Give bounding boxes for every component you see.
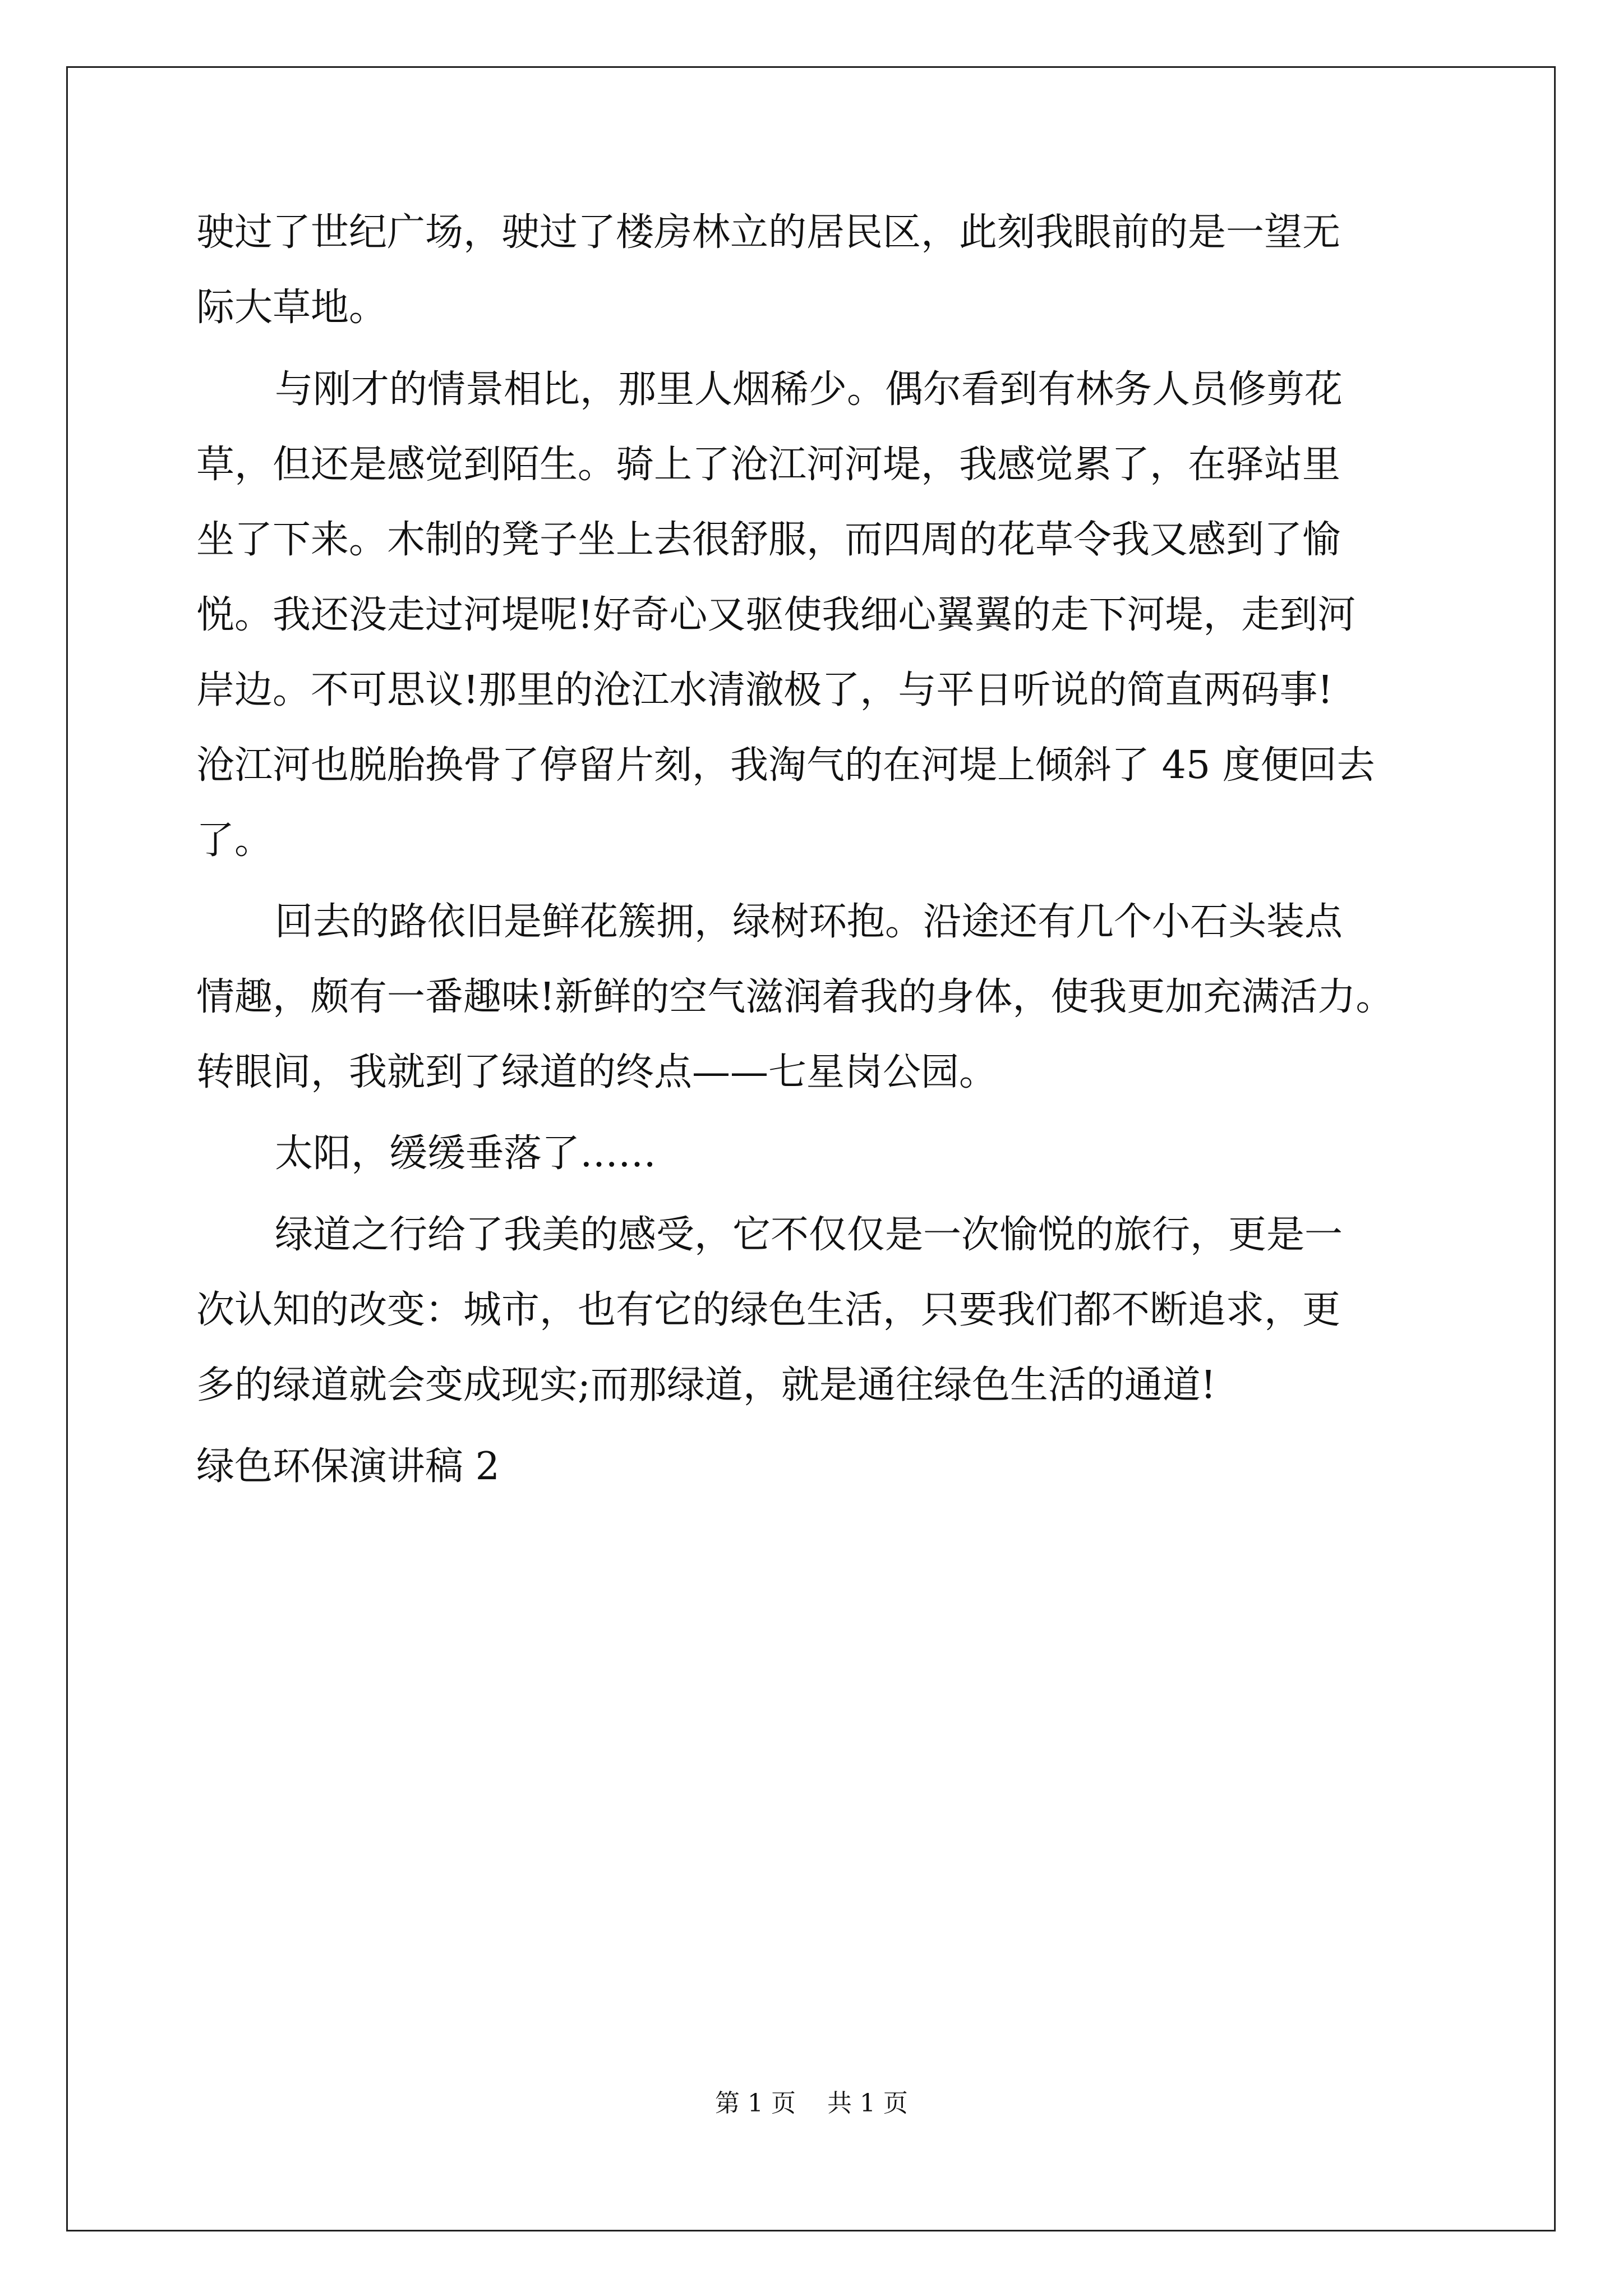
text-line: 了。 [196,818,273,863]
text-line: 岸边。不可思议!那里的沧江水清澈极了，与平日听说的简直两码事! [196,668,1333,712]
text-line: 次认知的改变：城市，也有它的绿色生活，只要我们都不断追求，更 [196,1288,1341,1332]
section-heading: 绿色环保演讲稿 2 [196,1444,500,1489]
text-line: 坐了下来。木制的凳子坐上去很舒服，而四周的花草令我又感到了愉 [196,518,1341,562]
page-footer: 第 1 页 共 1 页 [715,2089,908,2118]
text-line: 回去的路依旧是鲜花簇拥，绿树环抱。沿途还有几个小石头装点 [275,900,1343,944]
text-line: 际大草地。 [196,286,388,330]
text-line: 太阳，缓缓垂落了…… [275,1131,657,1176]
text-line: 草，但还是感觉到陌生。骑上了沧江河河堤，我感觉累了，在驿站里 [196,443,1341,487]
text-line: 情趣，颇有一番趣味!新鲜的空气滋润着我的身体，使我更加充满活力。 [196,975,1394,1019]
text-line: 悦。我还没走过河堤呢!好奇心又驱使我细心翼翼的走下河堤，走到河 [196,593,1356,637]
text-line: 绿道之行给了我美的感受，它不仅仅是一次愉悦的旅行，更是一 [275,1213,1343,1257]
text-line: 沧江河也脱胎换骨了停留片刻，我淘气的在河堤上倾斜了 45 度便回去 [196,743,1375,788]
text-line: 多的绿道就会变成现实;而那绿道，就是通往绿色生活的通道! [196,1363,1216,1407]
text-line: 转眼间，我就到了绿道的终点——七星岗公园。 [196,1050,998,1094]
text-line: 与刚才的情景相比，那里人烟稀少。偶尔看到有林务人员修剪花 [275,367,1343,412]
text-line: 驶过了世纪广场，驶过了楼房林立的居民区，此刻我眼前的是一望无 [196,210,1341,255]
